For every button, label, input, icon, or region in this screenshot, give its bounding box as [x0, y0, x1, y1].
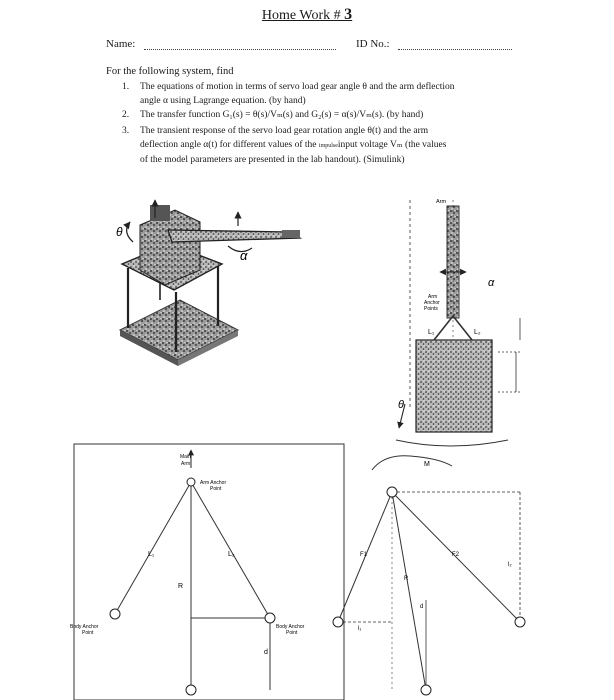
anchor-point-right	[515, 617, 525, 627]
moment-arc	[372, 456, 452, 470]
arm-anchor-label: Point	[210, 486, 222, 492]
body-anchor-left-label: Body Anchor	[70, 624, 99, 630]
body-anchor-left	[110, 609, 120, 619]
arm-anchor-label: Arm Anchor	[200, 480, 227, 486]
l2-label: L₂	[474, 329, 481, 336]
d-label: d	[264, 649, 268, 656]
alpha-label: α	[240, 248, 248, 263]
body-anchor-right	[265, 613, 275, 623]
anchor-label: Anchor	[424, 300, 440, 306]
l1-label: L₁	[428, 329, 435, 336]
mass-point	[421, 685, 431, 695]
body-anchor-right-label: Body Anchor	[276, 624, 305, 630]
alpha-label: α	[488, 277, 495, 289]
theta-arrow	[127, 222, 133, 242]
main-arm-label: Arm	[181, 461, 191, 467]
theta-label: θ	[398, 399, 404, 411]
theta-label: θ	[116, 225, 123, 239]
anchor-label: Arm	[428, 294, 438, 300]
title-number: 3	[344, 6, 353, 23]
spring-l2	[453, 316, 472, 340]
figure-top-view	[396, 200, 522, 446]
r-label: R	[178, 583, 184, 590]
link-l2	[191, 482, 270, 618]
l2-label: L₂	[228, 551, 235, 558]
spring-l1	[434, 316, 453, 340]
name-label: Name:	[106, 38, 136, 50]
anchor-label: Points	[424, 306, 438, 312]
question-number: 3.	[122, 126, 130, 136]
l2-label: l₂	[508, 562, 512, 568]
l1-label: l₁	[358, 626, 362, 632]
f1-label: F1	[360, 552, 368, 558]
body-anchor-left-label: Point	[82, 630, 94, 636]
r-label: R	[404, 576, 409, 582]
id-label: ID No.:	[356, 38, 390, 50]
rotation-arc	[396, 440, 508, 446]
pivot-point	[387, 487, 397, 497]
figure-force-diagram	[333, 456, 525, 695]
f2-label: F2	[452, 552, 460, 558]
question-text: deflection angle α(t) for different values of the impulseinput voltage Vₘ (the values	[140, 140, 447, 150]
question-text: The equations of motion in terms of servo load gear angle θ and the arm deflection	[140, 82, 455, 92]
instructions: For the following system, find	[106, 66, 234, 77]
question-text: The transfer function G₁(s) = θ(s)/Vₘ(s) and G₂(s) = α(s)/Vₘ(s). (by hand)	[140, 110, 424, 120]
motor-top	[150, 205, 170, 221]
main-arm-label: Main	[180, 454, 191, 460]
question-number: 1.	[122, 82, 130, 92]
body-block	[416, 340, 492, 432]
l1-label: L₁	[148, 551, 155, 558]
d-label: d	[420, 604, 424, 610]
arm-label: Arm	[436, 199, 447, 205]
question-text: of the model parameters are presented in the lab handout). (Simulink)	[140, 155, 405, 165]
moment-label: M	[424, 461, 430, 468]
arm-tip	[282, 230, 300, 238]
servo-motor	[140, 210, 200, 285]
title-prefix: Home Work #	[261, 8, 345, 23]
center-point	[186, 685, 196, 695]
flexible-arm	[168, 230, 300, 242]
question-text: angle α using Lagrange equation. (by hand)	[140, 96, 306, 106]
figure-apparatus	[120, 200, 300, 366]
question-text: The transient response of the servo load gear rotation angle θ(t) and the arm	[140, 126, 429, 136]
base-plate	[120, 300, 238, 360]
link-l1	[115, 482, 191, 614]
body-anchor-right-label: Point	[286, 630, 298, 636]
arm-anchor-point	[187, 478, 195, 486]
question-number: 2.	[122, 110, 130, 120]
anchor-point-left	[333, 617, 343, 627]
